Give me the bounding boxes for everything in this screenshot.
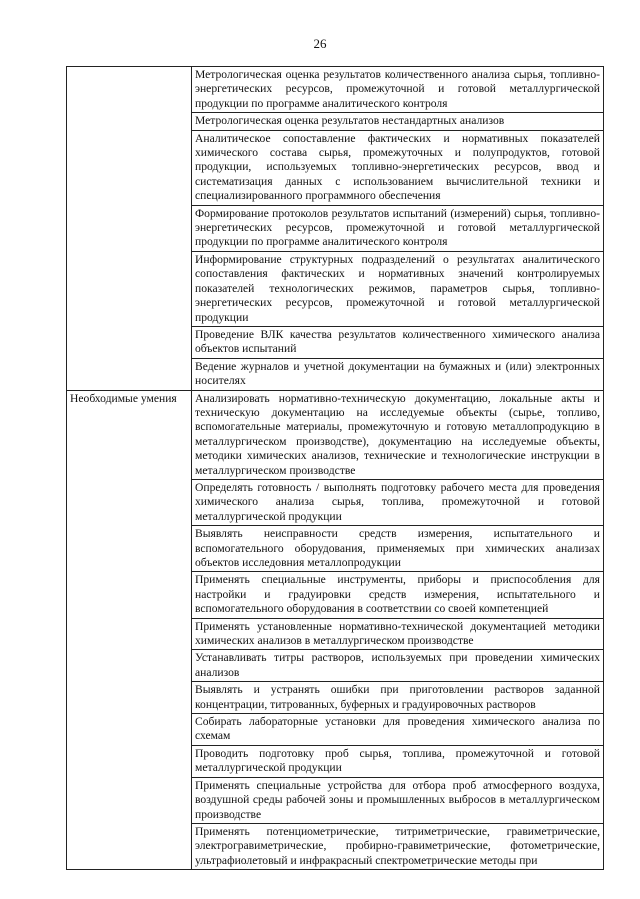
requirement-item-cell: Устанавливать титры растворов, используемых при проведении химических анализов [192,650,604,682]
requirement-item-cell: Собирать лабораторные установки для проведения химического анализа по схемам [192,714,604,746]
requirement-item-cell: Метрологическая оценка результатов количественного анализа сырья, топливно-энергетических ресурсов, промежуточной и готовой металлургической продукции по программе аналитического контроля [192,67,604,113]
requirement-item-cell: Применять специальные устройства для отбора проб атмосферного воздуха, воздушной среды рабочей зоны и промышленных выбросов в металлургическом производстве [192,777,604,823]
requirement-item-cell: Аналитическое сопоставление фактических и нормативных показателей химического состава сырья, промежуточных и полупродуктов, готовой продукции, используемых топливно-энергетических ресурсов, ввод и систематизация данных с использованием вычислительной техники и специализированного программного обеспечения [192,130,604,205]
requirement-item-cell: Выявлять неисправности средств измерения, испытательного и вспомогательного оборудования, применяемых при химических анализах объектов исследовния металлопродукции [192,526,604,572]
requirement-item-cell: Проведение ВЛК качества результатов количественного химического анализа объектов испытаний [192,326,604,358]
section-label-cell [67,67,192,391]
requirement-item-cell: Анализировать нормативно-техническую документацию, локальные акты и техническую документацию на исследуемые объекты (сырье, топливо, вспомогательные материалы, промежуточную и готовую металлопродукцию в металлургическом производстве), документацию на исследуемые объекты, методики химических анализов, технические и технологические инструкции в металлургическом производстве [192,390,604,479]
requirements-table [66,66,604,870]
requirement-item-cell: Применять специальные инструменты, приборы и приспособления для настройки и градуировки средств измерения, испытательного и вспомогательного оборудования в соответствии со своей компетенцией [192,572,604,618]
section-label-cell: Необходимые умения [67,390,192,870]
requirement-item-cell: Формирование протоколов результатов испытаний (измерений) сырья, топливно-энергетических ресурсов, промежуточной и готовой металлургической продукции по программе аналитического контроля [192,205,604,251]
requirement-item-cell: Выявлять и устранять ошибки при приготовлении растворов заданной концентрации, титрованных, буферных и градуировочных растворов [192,682,604,714]
requirement-item-cell: Определять готовность / выполнять подготовку рабочего места для проведения химического анализа сырья, топлива, промежуточной и готовой металлургической продукции [192,479,604,525]
requirements-table-body [67,67,604,870]
requirement-item-cell: Информирование структурных подразделений о результатах аналитического сопоставления фактических и нормативных значений контролируемых показателей технологических режимов, параметров сырья, топливно-энергетических ресурсов, промежуточной и готовой металлургической продукции [192,251,604,326]
requirement-item-cell: Применять установленные нормативно-технической документацией методики химических анализов в металлургическом производстве [192,618,604,650]
requirement-item-cell: Ведение журналов и учетной документации на бумажных и (или) электронных носителях [192,358,604,390]
table-row [67,67,604,113]
requirement-item-cell: Метрологическая оценка результатов нестандартных анализов [192,113,604,130]
table-row [67,390,604,479]
requirement-item-cell: Применять потенциометрические, титриметрические, гравиметрические, электрогравиметрические, пробирно-гравиметрические, фотометрические, ультрафиолетовый и инфракрасный спектрометрические методы при [192,823,604,869]
page-number: 26 [313,36,327,51]
requirement-item-cell: Проводить подготовку проб сырья, топлива, промежуточной и готовой металлургической продукции [192,745,604,777]
